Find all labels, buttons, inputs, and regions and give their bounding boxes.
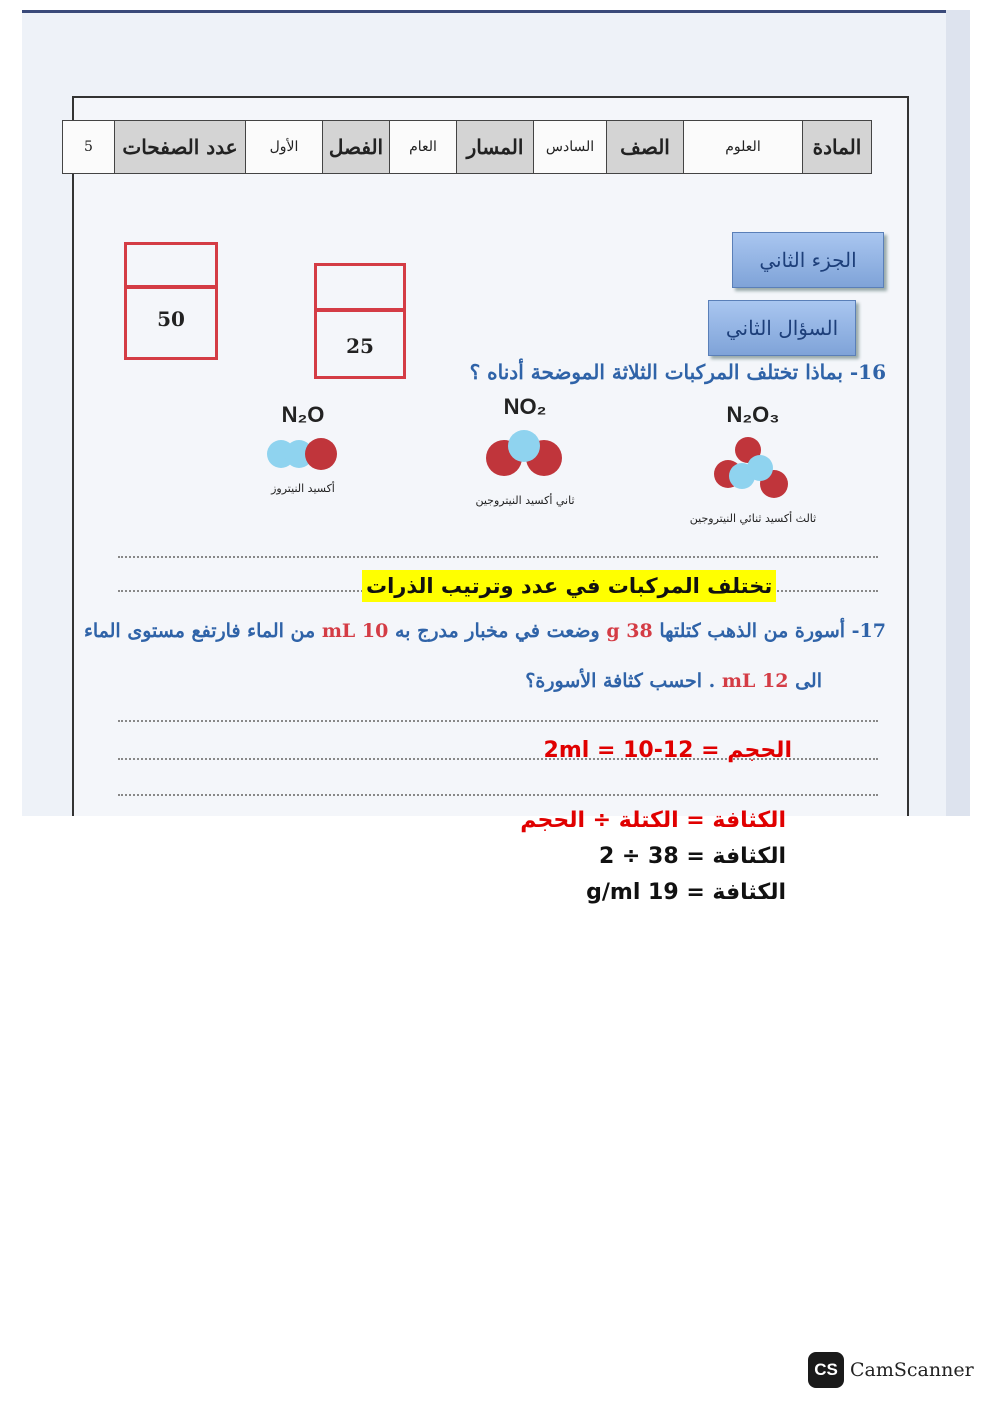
name-no2: ثاني أكسيد النيتروجين xyxy=(475,494,575,507)
info-table xyxy=(62,120,872,174)
formula-n2o3: N₂O₃ xyxy=(726,402,780,427)
part-label: الجزء الثاني xyxy=(732,232,884,288)
no2-atoms-icon xyxy=(480,420,570,490)
solution-density-formula: الكثافة = الكتلة ÷ الحجم xyxy=(520,808,786,833)
q17-mass: 38 g xyxy=(606,620,653,642)
q17-text-c: من الماء فارتفع مستوى الماء xyxy=(83,620,316,642)
molecule-n2o3 xyxy=(668,402,838,525)
answer-line xyxy=(118,794,878,796)
grade-value: السادس xyxy=(533,121,606,173)
name-n2o3: ثالث أكسيد ثنائي النيتروجين xyxy=(689,512,817,525)
formula-n2o: N₂O xyxy=(281,402,325,427)
q16-answer: تختلف المركبات في عدد وترتيب الذرات xyxy=(362,570,776,602)
q16-text: 16- بماذا تختلف المركبات الثلاثة الموضحة أدناه ؟ xyxy=(469,360,886,384)
grade-label: الصف xyxy=(606,121,683,173)
subject-value: العلوم xyxy=(683,121,802,173)
part-score: 25 xyxy=(346,334,374,358)
q17-text-a: 17- أسورة من الذهب كتلتها xyxy=(659,620,886,642)
pages-value: 5 xyxy=(84,139,93,155)
track-label: المسار xyxy=(456,121,533,173)
term-value: الأول xyxy=(245,121,322,173)
camscanner-text: CamScanner xyxy=(850,1359,974,1381)
q17-text-e: . احسب كثافة الأسورة؟ xyxy=(525,670,716,692)
scan-margin xyxy=(946,10,970,816)
total-score-box xyxy=(124,242,218,360)
name-n2o: أكسيد النيتروز xyxy=(271,482,335,495)
n2o-atoms-icon xyxy=(263,428,343,478)
track-value: العام xyxy=(389,121,456,173)
total-score: 50 xyxy=(157,307,185,331)
answer-line xyxy=(118,556,878,558)
answer-line xyxy=(118,720,878,722)
q17-vol2: 12 mL xyxy=(721,670,789,692)
scan-edge xyxy=(22,10,970,13)
pages-label: عدد الصفحات xyxy=(114,121,245,173)
q17-line1 xyxy=(84,620,886,642)
molecule-no2 xyxy=(450,394,600,507)
molecule-n2o xyxy=(238,402,368,495)
question-label: السؤال الثاني xyxy=(708,300,856,356)
n2o3-atoms-icon xyxy=(708,428,798,508)
term-label: الفصل xyxy=(322,121,389,173)
camscanner-watermark xyxy=(808,1352,974,1388)
camscanner-logo-icon: CS xyxy=(808,1352,844,1388)
solution-volume: الحجم = 12-10 = 2ml xyxy=(543,738,792,763)
q17-line2 xyxy=(525,670,822,692)
q17-text-d: الى xyxy=(795,670,822,692)
q17-text-b: وضعت في مخبار مدرج به xyxy=(395,620,600,642)
q17-vol1: 10 mL xyxy=(321,620,389,642)
formula-no2: NO₂ xyxy=(503,394,547,419)
part-score-box xyxy=(314,263,406,379)
solution-density-result: الكثافة = 19 g/ml xyxy=(586,880,786,905)
subject-label: المادة xyxy=(802,121,871,173)
solution-density-sub: الكثافة = 38 ÷ 2 xyxy=(598,844,786,869)
